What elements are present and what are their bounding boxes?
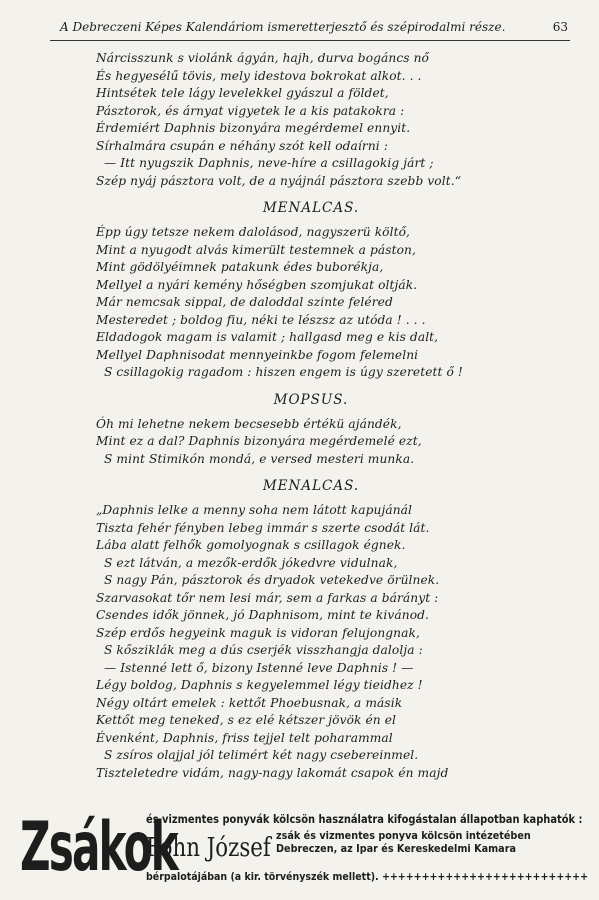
poem-line: „Daphnis lelke a menny soha nem látott kapujánál <box>96 503 413 517</box>
poem-line: Évenként, Daphnis, friss tejjel telt poharammal <box>96 730 393 745</box>
ad-address-line-2: Debreczen, az Ipar és Kereskedelmi Kamara <box>276 843 516 855</box>
poem-line: Mesteredet ; boldog fiu, néki te lészsz az utóda ! . . . <box>96 312 426 327</box>
ad-middle-row <box>146 826 580 870</box>
poem-line: S mint Stimikón mondá, e versed mesteri munka. <box>104 451 415 466</box>
poem-line: Tiszta fehér fényben lebeg immár s szerte csodát lát. <box>96 520 430 535</box>
poem-line: S zsíros olajjal jól telimért két nagy csebereinmel. <box>104 748 419 762</box>
speaker-heading: MENALCAS. <box>262 200 360 216</box>
stanza-3 <box>96 416 526 469</box>
ad-address <box>276 830 561 856</box>
poem-line: Tiszteletedre vidám, nagy-nagy lakomát csapok én majd <box>96 765 449 780</box>
header-title: A Debreczeni Képes Kalendáriom ismeretterjesztő és szépirodalmi része. <box>60 20 506 34</box>
poem-line: Épp úgy tetsze nekem dalolásod, nagyszerü költő, <box>96 225 411 239</box>
poem-line: S ezt látván, a mezők-erdők jókedvre vidulnak, <box>104 555 398 570</box>
poem-line: Hintsétek tele lágy levelekkel gyászul a földet, <box>96 86 389 100</box>
poem-line: Érdemiért Daphnis bizonyára megérdemel ennyit. <box>96 121 411 135</box>
poem-line: Mellyel Daphnisodat mennyeinkbe fogom felemelni <box>96 347 419 362</box>
ad-company-name: Fohn József <box>146 833 271 863</box>
ad-headline: Zsákok <box>20 808 177 887</box>
poem-line: Lába alatt felhők gomolyognak s csillagok égnek. <box>96 538 406 552</box>
ad-text-block <box>146 812 589 883</box>
poem-line: Nárcisszunk s violánk ágyán, hajh, durva bogáncs nő <box>96 51 429 65</box>
speaker-heading: MENALCAS. <box>262 478 360 494</box>
poem-body <box>96 50 526 782</box>
poem-line: Mint gödölyéimnek patakunk édes buborékja, <box>96 260 384 274</box>
poem-line: S nagy Pán, pásztorok és dryadok vetekedve örülnek. <box>104 573 440 587</box>
poem-line: Mint a nyugodt alvás kimerült testemnek a páston, <box>96 242 416 257</box>
running-header <box>50 18 570 41</box>
poem-line: — Istenné lett ő, bizony Istenné leve Daphnis ! — <box>104 660 414 675</box>
poem-line: Légy boldog, Daphnis s kegyelemmel légy tieidhez ! <box>96 678 423 692</box>
poem-line: Mellyel a nyári kemény hőségben szomjukat oltják. <box>96 277 418 292</box>
poem-line: Eldadogok magam is valamit ; hallgasd meg e kis dalt, <box>96 330 439 344</box>
poem-line: Csendes idők jönnek, jó Daphnisom, mint te kivánod. <box>96 608 430 622</box>
stanza-1 <box>96 50 526 190</box>
ad-location: bérpalotájában (a kir. törvényszék mellett). ++++++++++++++++++++++++++ <box>146 870 589 883</box>
stanza-2 <box>96 224 526 382</box>
ad-address-line-1: zsák és vizmentes ponyva kölcsön intézetében <box>276 830 531 842</box>
poem-line: Szarvasokat tőr nem lesi már, sem a farkas a bárányt : <box>96 590 439 605</box>
poem-line: Mint ez a dal? Daphnis bizonyára megérdemelé ezt, <box>96 434 422 448</box>
poem-line: Kettőt meg teneked, s ez elé kétszer jövök én el <box>96 713 397 727</box>
page-number: 63 <box>552 20 568 34</box>
poem-line: És hegyesélű tövis, mely idestova bokrokat alkot. . . <box>96 68 422 83</box>
speaker-heading: MOPSUS. <box>273 391 349 408</box>
poem-line: S kősziklák meg a dús cserjék visszhangja dalolja : <box>104 643 423 657</box>
poem-line: Szép erdős hegyeink maguk is vidoran felujongnak, <box>96 625 420 640</box>
stanza-4 <box>96 502 526 782</box>
poem-line: S csillagokig ragadom : hiszen engem is úgy szeretett ő ! <box>104 365 463 379</box>
poem-line: Már nemcsak sippal, de daloddal szinte feléred <box>96 295 393 309</box>
poem-line: Szép nyáj pásztora volt, de a nyájnál pásztora szebb volt.“ <box>96 173 462 188</box>
poem-line: — Itt nyugszik Daphnis, neve-híre a csillagokig járt ; <box>104 156 434 170</box>
poem-line: Óh mi lehetne nekem becsesebb értékü ajándék, <box>96 416 402 431</box>
advertisement <box>20 808 589 894</box>
poem-line: Négy oltárt emelek : kettőt Phoebusnak, a másik <box>96 695 403 710</box>
ad-tagline: és vizmentes ponyvák kölcsön használatra kifogástalan állapotban kaphatók : <box>146 812 583 826</box>
poem-line: Sírhalmára csupán e néhány szót kell odaírni : <box>96 138 388 153</box>
poem-line: Pásztorok, és árnyat vigyetek le a kis patakokra : <box>96 103 405 118</box>
